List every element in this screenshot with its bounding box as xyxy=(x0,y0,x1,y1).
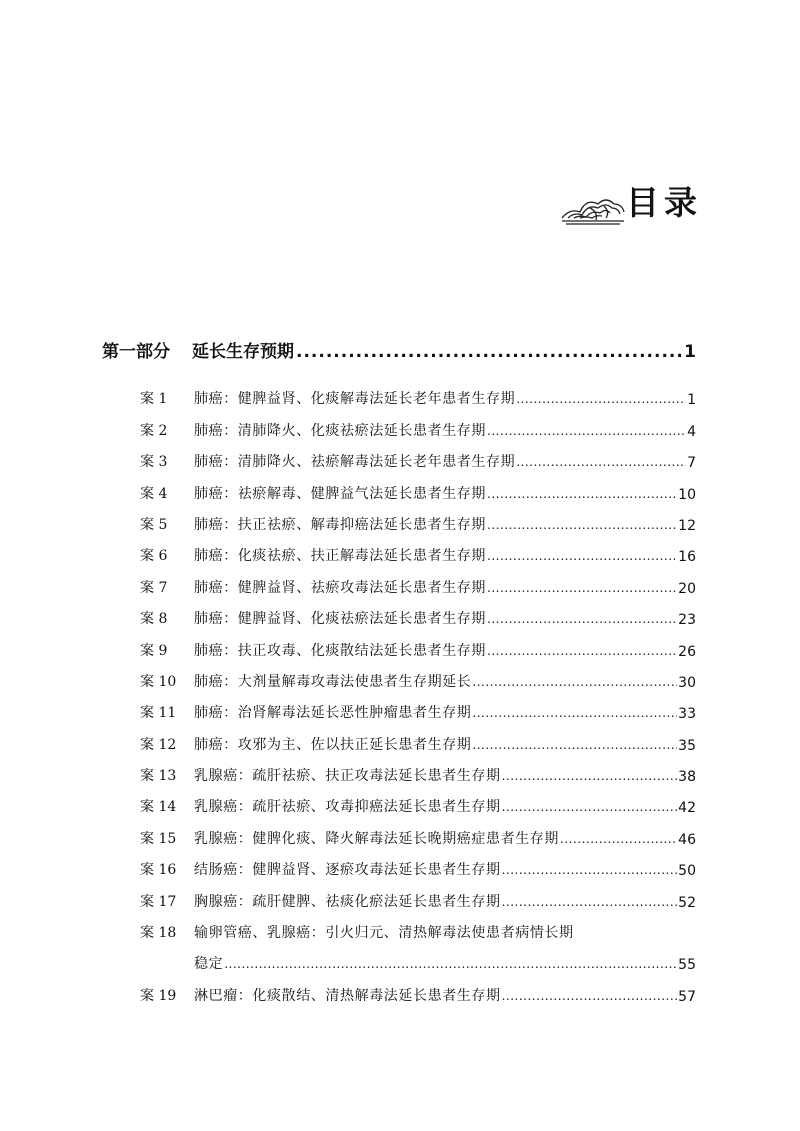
page-number: 7 xyxy=(687,455,696,472)
leader-dots xyxy=(516,453,686,471)
page-number: 1 xyxy=(687,392,696,409)
case-title: 肺癌：扶正祛瘀、解毒抑癌法延长患者生存期 xyxy=(194,516,486,533)
toc-entry[interactable] xyxy=(140,785,696,816)
part-heading[interactable] xyxy=(102,338,696,362)
toc-entry[interactable] xyxy=(140,722,696,753)
leader-dots xyxy=(487,642,677,660)
case-title: 胸腺癌：疏肝健脾、祛痰化瘀法延长患者生存期 xyxy=(194,893,501,910)
case-title: 乳腺癌：疏肝祛瘀、扶正攻毒法延长患者生存期 xyxy=(194,768,501,785)
case-number: 案 16 xyxy=(140,862,177,879)
case-number: 案 15 xyxy=(140,830,177,847)
leader-dots xyxy=(296,342,682,362)
leader-dots xyxy=(487,610,677,628)
page-number: 10 xyxy=(678,486,696,503)
toc-entry[interactable] xyxy=(140,754,696,785)
case-title: 肺癌：清肺降火、祛瘀解毒法延长老年患者生存期 xyxy=(194,454,516,471)
case-title: 肺癌：健脾益肾、祛瘀攻毒法延长患者生存期 xyxy=(194,579,486,596)
page-number: 20 xyxy=(678,580,696,597)
leader-dots xyxy=(502,798,678,816)
part-title: 延长生存预期 xyxy=(192,342,294,362)
page-number: 35 xyxy=(678,737,696,754)
toc-entry-continuation[interactable] xyxy=(140,942,696,973)
page-number: 4 xyxy=(687,423,696,440)
toc-entry[interactable] xyxy=(140,848,696,879)
leader-dots xyxy=(516,390,686,408)
page-number: 55 xyxy=(678,957,696,974)
case-title: 肺癌：攻邪为主、佐以扶正延长患者生存期 xyxy=(194,736,472,753)
toc-entry[interactable] xyxy=(140,628,696,659)
part-label: 第一部分 xyxy=(102,342,170,362)
case-number: 案 19 xyxy=(140,987,177,1004)
toc-entry[interactable] xyxy=(140,911,696,942)
case-number: 案 18 xyxy=(140,925,177,942)
toc-entry[interactable] xyxy=(140,440,696,471)
leader-dots xyxy=(472,704,677,722)
toc-entry[interactable] xyxy=(140,597,696,628)
page-number: 16 xyxy=(678,549,696,566)
case-title: 肺癌：扶正攻毒、化痰散结法延长患者生存期 xyxy=(194,642,486,659)
leader-dots xyxy=(472,736,677,754)
toc-entry[interactable] xyxy=(140,408,696,439)
leader-dots xyxy=(487,579,677,597)
case-number: 案 4 xyxy=(140,485,168,502)
toc-entry[interactable] xyxy=(140,377,696,408)
toc-entry[interactable] xyxy=(140,534,696,565)
toc-entry[interactable] xyxy=(140,565,696,596)
case-title: 乳腺癌：疏肝祛瘀、攻毒抑癌法延长患者生存期 xyxy=(194,799,501,816)
case-title: 肺癌：化痰祛瘀、扶正解毒法延长患者生存期 xyxy=(194,548,486,565)
case-title: 肺癌：祛瘀解毒、健脾益气法延长患者生存期 xyxy=(194,485,486,502)
case-number: 案 1 xyxy=(140,391,168,408)
page-number: 30 xyxy=(678,674,696,691)
case-number: 案 12 xyxy=(140,736,177,753)
toc-header xyxy=(560,180,720,230)
case-number: 案 10 xyxy=(140,673,177,690)
case-number: 案 8 xyxy=(140,611,168,628)
leader-dots xyxy=(472,673,677,691)
page-number: 57 xyxy=(678,988,696,1005)
case-title: 肺癌：健脾益肾、化痰祛瘀法延长患者生存期 xyxy=(194,611,486,628)
toc-entry[interactable] xyxy=(140,879,696,910)
leader-dots xyxy=(502,861,678,879)
leader-dots xyxy=(487,516,677,534)
leader-dots xyxy=(502,767,678,785)
case-number: 案 6 xyxy=(140,548,168,565)
case-title: 肺癌：清肺降火、化痰祛瘀法延长患者生存期 xyxy=(194,422,486,439)
case-number: 案 14 xyxy=(140,799,177,816)
page-number: 52 xyxy=(678,894,696,911)
page-number: 26 xyxy=(678,643,696,660)
leader-dots xyxy=(487,422,686,440)
case-number: 案 3 xyxy=(140,454,168,471)
case-title: 淋巴瘤：化痰散结、清热解毒法延长患者生存期 xyxy=(194,987,501,1004)
case-title: 结肠癌：健脾益肾、逐瘀攻毒法延长患者生存期 xyxy=(194,862,501,879)
case-number: 案 7 xyxy=(140,579,168,596)
toc-entry[interactable] xyxy=(140,471,696,502)
case-title: 输卵管癌、乳腺癌：引火归元、清热解毒法使患者病情长期 xyxy=(194,925,574,942)
case-number: 案 5 xyxy=(140,516,168,533)
page-number: 38 xyxy=(678,769,696,786)
page-number: 33 xyxy=(678,706,696,723)
page-number: 12 xyxy=(678,517,696,534)
case-title: 肺癌：健脾益肾、化痰解毒法延长老年患者生存期 xyxy=(194,391,516,408)
case-title: 肺癌：大剂量解毒攻毒法使患者生存期延长 xyxy=(194,673,472,690)
case-number: 案 9 xyxy=(140,642,168,659)
toc-entry[interactable] xyxy=(140,691,696,722)
cloud-ornament-icon xyxy=(560,188,626,226)
part-page-number: 1 xyxy=(684,342,696,362)
page-title: 目录 xyxy=(626,183,702,222)
toc-entry[interactable] xyxy=(140,503,696,534)
toc-entry-list xyxy=(140,377,696,1005)
leader-dots xyxy=(487,485,677,503)
page-number: 46 xyxy=(678,831,696,848)
leader-dots xyxy=(560,830,677,848)
page-number: 50 xyxy=(678,863,696,880)
page-number: 23 xyxy=(678,612,696,629)
leader-dots xyxy=(487,547,677,565)
page-number: 42 xyxy=(678,800,696,817)
case-title: 肺癌：治肾解毒法延长恶性肿瘤患者生存期 xyxy=(194,705,472,722)
toc-entry[interactable] xyxy=(140,816,696,847)
case-number: 案 13 xyxy=(140,768,177,785)
toc-entry[interactable] xyxy=(140,660,696,691)
case-number: 案 17 xyxy=(140,893,177,910)
case-number: 案 2 xyxy=(140,422,168,439)
leader-dots xyxy=(502,893,678,911)
case-title: 乳腺癌：健脾化痰、降火解毒法延长晚期癌症患者生存期 xyxy=(194,830,559,847)
toc-entry[interactable] xyxy=(140,973,696,1004)
leader-dots xyxy=(502,987,678,1005)
case-title-continuation: 稳定 xyxy=(194,956,224,973)
leader-dots xyxy=(224,955,677,973)
case-number: 案 11 xyxy=(140,705,177,722)
